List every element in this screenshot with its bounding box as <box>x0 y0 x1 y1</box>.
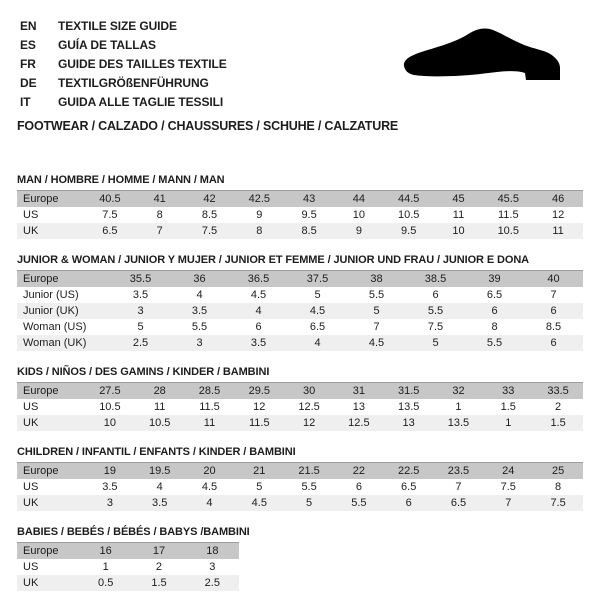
language-title: GUÍA DE TALLAS <box>58 38 156 52</box>
size-cell: 5 <box>256 481 263 493</box>
language-row-it <box>20 93 600 112</box>
size-cell: 11.5 <box>199 401 220 413</box>
row-label: UK <box>23 417 39 429</box>
section-junior-woman <box>17 254 583 351</box>
size-cell: 8 <box>555 481 562 493</box>
size-cell: 8.5 <box>301 225 317 237</box>
table-row <box>17 575 239 591</box>
size-cell: 36.5 <box>247 273 270 285</box>
row-label: Europe <box>23 385 59 397</box>
size-cell: 5.5 <box>486 337 503 349</box>
language-title: GUIDA ALLE TAGLIE TESSILI <box>58 95 224 109</box>
language-title: TEXTILGRÖßENFÜHRUNG <box>58 76 209 90</box>
section-title-junior-woman: JUNIOR & WOMAN / JUNIOR Y MUJER / JUNIOR ET FEMME / JUNIOR UND FRAU / JUNIOR E DONA <box>17 254 530 266</box>
size-cell: 19.5 <box>148 465 171 477</box>
size-cell: 7 <box>455 481 462 493</box>
size-cell: 37.5 <box>306 273 329 285</box>
size-cell: 4 <box>206 497 213 509</box>
row-label: Europe <box>23 465 59 477</box>
size-cell: 10.5 <box>99 401 121 413</box>
size-cell: 3 <box>196 337 203 349</box>
section-man <box>17 174 583 239</box>
size-cell: 45.5 <box>497 193 519 205</box>
size-cell: 6.5 <box>450 497 467 509</box>
section-title-children: CHILDREN / INFANTIL / ENFANTS / KINDER / BAMBINI <box>17 446 296 458</box>
size-cell: 32 <box>452 385 465 397</box>
size-cell: 8.5 <box>545 321 562 333</box>
size-cell: 6 <box>491 305 498 317</box>
size-cell: 20 <box>203 465 216 477</box>
size-cell: 12 <box>551 209 565 221</box>
size-cell: 10 <box>103 417 117 429</box>
row-label: Junior (US) <box>23 289 79 301</box>
size-cell: 6.5 <box>401 481 417 493</box>
size-cell: 13 <box>352 401 365 413</box>
size-cell: 28 <box>153 385 166 397</box>
children-size-table <box>17 462 583 511</box>
size-cell: 8 <box>491 321 498 333</box>
size-cell: 4 <box>255 305 262 317</box>
size-cell: 39 <box>488 273 501 285</box>
size-cell: 12.5 <box>298 401 320 413</box>
size-cell: 31 <box>352 385 365 397</box>
table-row <box>17 223 583 239</box>
row-label: US <box>23 209 39 221</box>
table-row <box>17 287 583 303</box>
size-cell: 3 <box>106 497 113 509</box>
size-cell: 1 <box>102 561 109 573</box>
section-babies <box>17 526 583 591</box>
size-cell: 10.5 <box>497 225 519 237</box>
man-size-table <box>17 190 583 239</box>
babies-size-table <box>17 542 239 591</box>
size-cell: 23.5 <box>447 465 470 477</box>
size-cell: 10 <box>352 209 365 221</box>
size-cell: 4 <box>156 481 163 493</box>
table-row <box>17 543 239 560</box>
size-cell: 40.5 <box>99 193 121 205</box>
size-cell: 6.5 <box>102 225 118 237</box>
size-cell: 1.5 <box>550 417 566 429</box>
size-cell: 2.5 <box>204 577 220 589</box>
size-cell: 4.5 <box>251 497 267 509</box>
size-cell: 7.5 <box>102 209 118 221</box>
language-code: FR <box>20 57 36 71</box>
size-cell: 3.5 <box>250 337 267 349</box>
size-cell: 6.5 <box>486 289 503 301</box>
language-code: EN <box>20 19 37 33</box>
size-cell: 4.5 <box>368 337 385 349</box>
table-row <box>17 207 583 223</box>
size-cell: 3 <box>209 561 216 573</box>
size-cell: 21 <box>253 465 266 477</box>
row-label: Europe <box>23 545 59 557</box>
size-cell: 11 <box>552 225 564 237</box>
size-cell: 43 <box>302 193 316 205</box>
size-cell: 6 <box>405 497 412 509</box>
size-cell: 10 <box>452 225 465 237</box>
size-cell: 8 <box>256 225 263 237</box>
size-cell: 2.5 <box>132 337 149 349</box>
table-row <box>17 399 583 415</box>
size-cell: 28.5 <box>198 385 221 397</box>
size-cell: 13.5 <box>447 417 470 429</box>
table-row <box>17 335 583 351</box>
size-cell: 5.5 <box>351 497 367 509</box>
table-row <box>17 479 583 495</box>
size-cell: 4.5 <box>250 289 267 301</box>
table-row <box>17 415 583 431</box>
size-cell: 18 <box>206 545 219 557</box>
row-label: US <box>23 481 39 493</box>
size-cell: 40 <box>547 273 560 285</box>
size-cell: 6.5 <box>309 321 326 333</box>
size-cell: 1.5 <box>500 401 516 413</box>
section-kids <box>17 366 583 431</box>
shoe-icon <box>400 25 574 85</box>
size-cell: 3.5 <box>191 305 208 317</box>
size-cell: 30 <box>302 385 316 397</box>
size-cell: 4.5 <box>309 305 326 317</box>
size-cell: 38 <box>370 273 383 285</box>
header <box>0 0 600 174</box>
size-cell: 2 <box>155 561 163 573</box>
kids-size-table <box>17 382 583 431</box>
size-cell: 11.5 <box>248 417 270 429</box>
size-cell: 1 <box>455 401 462 413</box>
size-cell: 13 <box>402 417 415 429</box>
size-cell: 11.5 <box>497 209 519 221</box>
size-cell: 3.5 <box>102 481 118 493</box>
language-code: IT <box>20 95 31 109</box>
size-cell: 16 <box>99 545 112 557</box>
size-cell: 7.5 <box>427 321 444 333</box>
table-row <box>17 303 583 319</box>
size-cell: 38.5 <box>424 273 447 285</box>
section-title-kids: KIDS / NIÑOS / DES GAMINS / KINDER / BAMBINI <box>17 366 270 378</box>
size-cell: 9.5 <box>301 209 317 221</box>
size-cell: 5.5 <box>301 481 317 493</box>
size-cell: 12.5 <box>348 417 370 429</box>
size-cell: 4 <box>314 337 321 349</box>
junior-woman-size-table <box>17 270 583 351</box>
size-cell: 11 <box>203 417 216 429</box>
row-label: UK <box>23 225 39 237</box>
language-title: TEXTILE SIZE GUIDE <box>58 19 177 33</box>
size-cell: 7.5 <box>201 225 218 237</box>
size-tables <box>17 174 583 591</box>
size-cell: 11 <box>452 209 465 221</box>
size-cell: 25 <box>551 465 565 477</box>
size-cell: 10.5 <box>397 209 420 221</box>
size-cell: 36 <box>193 273 206 285</box>
size-cell: 11 <box>153 401 166 413</box>
size-cell: 9 <box>355 225 362 237</box>
size-cell: 7 <box>505 497 512 509</box>
size-cell: 17 <box>152 545 166 557</box>
size-cell: 45 <box>452 193 465 205</box>
size-cell: 9 <box>256 209 263 221</box>
size-cell: 8 <box>156 209 163 221</box>
language-title: GUIDE DES TAILLES TEXTILE <box>58 57 227 71</box>
size-cell: 12 <box>302 417 316 429</box>
size-cell: 42 <box>203 193 216 205</box>
table-row <box>17 191 583 208</box>
size-cell: 10.5 <box>148 417 171 429</box>
size-cell: 27.5 <box>99 385 121 397</box>
row-label: US <box>23 561 39 573</box>
size-cell: 7 <box>373 321 380 333</box>
size-cell: 7.5 <box>500 481 516 493</box>
size-cell: 2 <box>555 401 562 413</box>
size-cell: 5.5 <box>191 321 208 333</box>
language-code: DE <box>20 76 37 90</box>
size-cell: 21.5 <box>298 465 320 477</box>
section-title-babies: BABIES / BEBÉS / BÉBÉS / BABYS /BAMBINI <box>17 526 250 538</box>
size-cell: 44.5 <box>397 193 420 205</box>
size-cell: 5.5 <box>427 305 444 317</box>
size-cell: 0.5 <box>98 577 114 589</box>
size-cell: 33 <box>502 385 515 397</box>
row-label: UK <box>23 577 39 589</box>
size-cell: 29.5 <box>248 385 270 397</box>
row-label: Europe <box>23 273 59 285</box>
size-cell: 6 <box>550 305 557 317</box>
size-cell: 19 <box>103 465 117 477</box>
row-label: Europe <box>23 193 59 205</box>
size-cell: 22 <box>352 465 365 477</box>
size-cell: 4 <box>196 289 203 301</box>
size-cell: 6 <box>355 481 362 493</box>
size-cell: 24 <box>502 465 515 477</box>
size-cell: 7 <box>156 225 163 237</box>
table-row <box>17 271 583 288</box>
section-title-man: MAN / HOMBRE / HOMME / MANN / MAN <box>17 174 225 186</box>
size-cell: 22.5 <box>397 465 420 477</box>
size-cell: 6 <box>550 337 557 349</box>
size-cell: 7.5 <box>550 497 566 509</box>
size-cell: 9.5 <box>401 225 417 237</box>
row-label: Woman (UK) <box>23 337 87 349</box>
size-cell: 1.5 <box>151 577 167 589</box>
size-cell: 6 <box>432 289 439 301</box>
size-cell: 35.5 <box>129 273 152 285</box>
size-cell: 3.5 <box>132 289 149 301</box>
size-cell: 5 <box>137 321 144 333</box>
size-cell: 33.5 <box>547 385 569 397</box>
size-cell: 3.5 <box>152 497 168 509</box>
size-cell: 44 <box>352 193 365 205</box>
section-children <box>17 446 583 511</box>
size-cell: 5 <box>306 497 313 509</box>
size-cell: 7 <box>550 289 557 301</box>
size-cell: 46 <box>551 193 565 205</box>
row-label: US <box>23 401 39 413</box>
language-code: ES <box>20 38 36 52</box>
row-label: Woman (US) <box>23 321 87 333</box>
size-cell: 42.5 <box>248 193 270 205</box>
size-cell: 5 <box>373 305 380 317</box>
table-row <box>17 495 583 511</box>
size-cell: 5.5 <box>368 289 385 301</box>
size-cell: 41 <box>153 193 166 205</box>
row-label: UK <box>23 497 39 509</box>
size-cell: 31.5 <box>397 385 420 397</box>
size-cell: 5 <box>314 289 321 301</box>
size-cell: 4.5 <box>201 481 218 493</box>
size-cell: 1 <box>505 417 512 429</box>
row-label: Junior (UK) <box>23 305 79 317</box>
table-row <box>17 383 583 400</box>
size-cell: 3 <box>137 305 144 317</box>
category-title: FOOTWEAR / CALZADO / CHAUSSURES / SCHUHE / CALZATURE <box>17 119 399 133</box>
table-row <box>17 463 583 480</box>
size-cell: 13.5 <box>397 401 420 413</box>
size-cell: 12 <box>253 401 266 413</box>
size-cell: 8.5 <box>201 209 218 221</box>
table-row <box>17 319 583 335</box>
size-cell: 5 <box>432 337 439 349</box>
size-cell: 6 <box>255 321 262 333</box>
table-row <box>17 559 239 575</box>
